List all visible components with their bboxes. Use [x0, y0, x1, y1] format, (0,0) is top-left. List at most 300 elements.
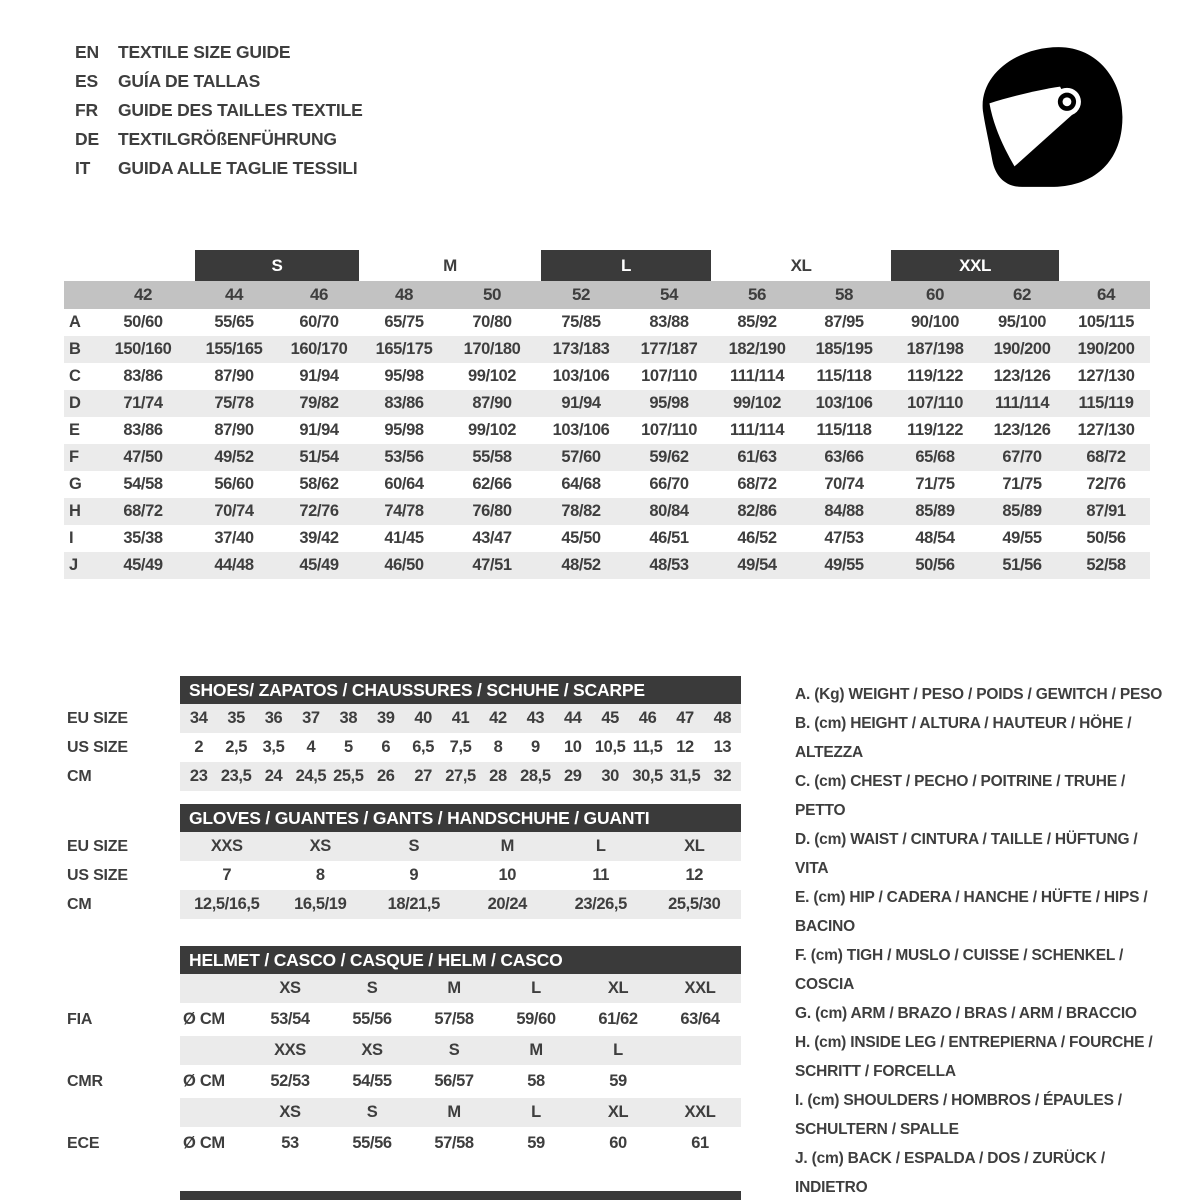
row-us-size [67, 861, 741, 890]
cell: 85/89 [982, 498, 1062, 525]
cell: 173/183 [538, 336, 624, 363]
cell: XXS [210, 837, 243, 855]
cell: L [531, 1103, 541, 1121]
cell: 105/115 [1078, 313, 1135, 331]
col-62: 62 [982, 281, 1062, 309]
lang-code: EN [75, 42, 99, 62]
size-band-xxl: XXL [891, 250, 1059, 281]
cell: 30 [601, 767, 619, 785]
cell: 29 [563, 767, 582, 785]
strip-label: FIA [67, 1010, 93, 1028]
cell [659, 1041, 741, 1060]
cell: 53/56 [362, 444, 446, 471]
size-row-d [64, 390, 1150, 417]
cell: S [366, 1103, 378, 1121]
cell: XXS [274, 1041, 306, 1059]
cell: 82/86 [714, 498, 800, 525]
cell: 53/54 [270, 1010, 310, 1028]
cell: 57/58 [434, 1134, 474, 1152]
cell: M [529, 1041, 543, 1059]
lang-title: GUÍA DE TALLAS [118, 71, 261, 91]
values-row [180, 709, 741, 728]
lang-code: FR [75, 100, 98, 120]
racing-helmet-icon [975, 36, 1127, 198]
cell: 90/100 [911, 313, 960, 331]
size-band-xl: XL [790, 256, 812, 275]
cell: 91/94 [299, 367, 339, 385]
cell: 35 [227, 709, 245, 727]
cell: 49/55 [1002, 529, 1042, 547]
cell: 87/90 [446, 390, 538, 417]
cell: 51/54 [276, 444, 362, 471]
size-band-m: M [443, 256, 457, 275]
row-fia [67, 1003, 741, 1036]
cell: 6,5 [412, 738, 435, 756]
cell: 91/94 [299, 421, 339, 439]
cell: 127/130 [1077, 421, 1135, 439]
cell: 55/56 [352, 1134, 392, 1152]
cell: 2 [194, 738, 204, 756]
lang-line-en [75, 38, 363, 67]
cell: 11,5 [632, 738, 663, 756]
cell: M [447, 979, 461, 997]
cell: 54/58 [123, 475, 163, 493]
cell: 95/98 [384, 421, 424, 439]
values-row [249, 1041, 741, 1060]
lang-code: IT [75, 158, 91, 178]
cell: 190/200 [1062, 336, 1150, 363]
cell: 36 [264, 709, 283, 727]
row-label-f: F [64, 444, 94, 471]
cell: 47/50 [94, 444, 192, 471]
cell: 55/56 [352, 1010, 392, 1028]
cell: 25,5 [333, 767, 364, 785]
cell: XL [684, 837, 705, 855]
size-row-i [64, 525, 1150, 552]
strip-label: US SIZE [67, 738, 128, 756]
col-58: 58 [800, 281, 888, 309]
values-row [249, 1010, 741, 1029]
col-50: 50 [446, 281, 538, 309]
values-row [180, 895, 741, 914]
cell: XXL [684, 1103, 716, 1121]
lang-code: ES [75, 71, 98, 91]
cell: 103/106 [800, 390, 888, 417]
cell: 107/110 [641, 421, 697, 439]
unit-label: Ø CM [183, 1072, 225, 1090]
textile-size-table [64, 250, 1150, 579]
cell: 46/51 [649, 529, 689, 547]
cell: 10 [498, 866, 517, 884]
cell: 79/82 [276, 390, 362, 417]
values-row [249, 1134, 741, 1153]
row-label-j: J [64, 552, 94, 579]
cell: 83/86 [362, 390, 446, 417]
cell: L [531, 979, 541, 997]
cell: 85/92 [737, 313, 777, 331]
cell: 41/45 [384, 529, 424, 547]
size-band-row [64, 250, 1150, 281]
cell: 60 [609, 1134, 627, 1152]
cell: 11 [592, 866, 610, 884]
size-row-c [64, 363, 1150, 390]
cell: M [500, 837, 514, 855]
cell: 95/100 [998, 313, 1047, 331]
cell: 60/64 [384, 475, 424, 493]
cell: 10,5 [594, 738, 626, 756]
measurement-legend [795, 680, 1173, 1202]
size-band-l: L [541, 250, 711, 281]
gloves-section [67, 804, 741, 919]
cell: 45 [601, 709, 619, 727]
cell: 74/78 [362, 498, 446, 525]
cell: 83/88 [649, 313, 689, 331]
cell: 43/47 [472, 529, 512, 547]
spacer [1062, 250, 1150, 281]
cell: 5 [343, 738, 353, 756]
strip-label: CMR [67, 1072, 103, 1090]
cell: 48 [713, 709, 732, 727]
cell: 24,5 [295, 767, 327, 785]
cell: 70/80 [472, 313, 512, 331]
cell: 46/50 [362, 552, 446, 579]
unit-label: Ø CM [183, 1010, 225, 1028]
col-60: 60 [888, 281, 982, 309]
cell: 39/42 [299, 529, 339, 547]
cell: 37/40 [214, 529, 254, 547]
cell: 3,5 [262, 738, 285, 756]
row-ece [67, 1127, 741, 1160]
cell: 103/106 [552, 421, 610, 439]
cell: 66/70 [649, 475, 689, 493]
cell: 55/58 [446, 444, 538, 471]
cell: 39 [376, 709, 395, 727]
cell: 49/52 [192, 444, 276, 471]
cell: 67/70 [982, 444, 1062, 471]
row-sizes [180, 1036, 741, 1065]
cell: 187/198 [888, 336, 982, 363]
cell: 18/21,5 [387, 895, 440, 913]
lang-title: TEXTILGRÖßENFÜHRUNG [118, 129, 337, 149]
values-row [249, 1103, 741, 1122]
cell: 107/110 [888, 390, 982, 417]
cell: 28 [489, 767, 507, 785]
cell: 52/58 [1062, 552, 1150, 579]
cell: 99/102 [467, 367, 517, 385]
cell: 119/122 [907, 421, 964, 439]
lang-line-it [75, 154, 363, 183]
strip-label: CM [67, 767, 92, 785]
cell: 45/49 [94, 552, 192, 579]
cell: S [366, 979, 378, 997]
legend-item-j: J. (cm) BACK / ESPALDA / DOS / ZURÜCK / INDIETRO [795, 1150, 1105, 1196]
size-table [64, 250, 1150, 579]
cell: 68/72 [1062, 444, 1150, 471]
cell: 61/63 [714, 444, 800, 471]
cell: XS [361, 1041, 383, 1059]
cell: 71/75 [1002, 475, 1042, 493]
cell: 7 [222, 866, 232, 884]
cell: 185/195 [800, 336, 888, 363]
gloves-title: GLOVES / GUANTES / GANTS / HANDSCHUHE / GUANTI [180, 804, 741, 832]
cell: 150/160 [94, 336, 192, 363]
cell: 99/102 [714, 390, 800, 417]
row-label-h: H [64, 498, 94, 525]
legend-item-e: E. (cm) HIP / CADERA / HANCHE / HÜFTE / HIPS / BACINO [795, 889, 1148, 935]
cell: 68/72 [94, 498, 192, 525]
cell: 47 [676, 709, 694, 727]
cell: 68/72 [737, 475, 777, 493]
cell: 59 [609, 1072, 627, 1090]
cell: 59/62 [624, 444, 714, 471]
cell: 20/24 [487, 895, 527, 913]
spacer [64, 250, 94, 281]
cell: 42 [489, 709, 507, 727]
band-cell [714, 250, 888, 281]
row-label-b: B [64, 336, 94, 363]
lang-title: TEXTILE SIZE GUIDE [118, 42, 291, 62]
legend-item-a: A. (Kg) WEIGHT / PESO / POIDS / GEWITCH / PESO [795, 686, 1163, 703]
cell: 12 [685, 866, 704, 884]
cell: 70/74 [192, 498, 276, 525]
cell: 10 [563, 738, 582, 756]
cell: 25,5/30 [668, 895, 721, 913]
strip-label: US SIZE [67, 866, 128, 884]
col-54: 54 [624, 281, 714, 309]
cell: 52/53 [270, 1072, 310, 1090]
cell: 182/190 [714, 336, 800, 363]
cell: 13 [713, 738, 732, 756]
cell [659, 1072, 741, 1091]
cell: 43 [526, 709, 545, 727]
cell: 111/114 [729, 421, 785, 439]
row-sizes [180, 974, 741, 1003]
helmet-title: HELMET / CASCO / CASQUE / HELM / CASCO [180, 946, 741, 974]
band-cell [362, 250, 538, 281]
cell: 50/56 [1086, 529, 1126, 547]
band-cell [192, 250, 362, 281]
cell: 50/56 [888, 552, 982, 579]
cell: 48/54 [915, 529, 955, 547]
size-row-h [64, 498, 1150, 525]
cell: 23 [189, 767, 208, 785]
cell: 44/48 [192, 552, 276, 579]
values-row [180, 738, 741, 757]
cell: L [595, 837, 606, 855]
cell: 12,5/16,5 [194, 895, 260, 913]
cell: 72/76 [1086, 475, 1126, 493]
cell: 7,5 [449, 738, 472, 756]
col-42: 42 [94, 281, 192, 309]
cell: 45/49 [276, 552, 362, 579]
cell: 16,5/19 [294, 895, 347, 913]
cell: 190/200 [982, 336, 1062, 363]
cell: 48/53 [624, 552, 714, 579]
cell: 45/50 [561, 529, 601, 547]
values-row [249, 1072, 741, 1091]
lang-title: GUIDA ALLE TAGLIE TESSILI [118, 158, 358, 178]
cell: 59/60 [516, 1010, 556, 1028]
cell: 71/74 [94, 390, 192, 417]
row-label-i: I [69, 529, 74, 547]
lang-line-fr [75, 96, 363, 125]
size-row-j [64, 552, 1150, 579]
cell: S [408, 837, 420, 855]
cell: 65/75 [384, 313, 424, 331]
cell: 111/114 [982, 390, 1062, 417]
cell: 12 [676, 738, 694, 756]
row-label-a: A [69, 313, 81, 331]
cell: 58/62 [299, 475, 339, 493]
cell: 62/66 [472, 475, 512, 493]
row-us-size [67, 733, 741, 762]
cell: 56/60 [214, 475, 254, 493]
legend-item-i: I. (cm) SHOULDERS / HOMBROS / ÉPAULES / SCHULTERN / SPALLE [795, 1092, 1122, 1138]
cell: 2,5 [225, 738, 247, 756]
cell: 23/26,5 [574, 895, 627, 913]
cell: 64/68 [561, 475, 601, 493]
cell: 8 [315, 866, 325, 884]
cell: 60/70 [299, 313, 339, 331]
cell: 103/106 [552, 367, 610, 385]
cell: 87/91 [1062, 498, 1150, 525]
col-44: 44 [192, 281, 276, 309]
cell: 115/119 [1062, 390, 1150, 417]
cell: XS [279, 1103, 301, 1121]
cell: 123/126 [993, 421, 1051, 439]
row-cm [67, 762, 741, 791]
row-label-g: G [69, 475, 82, 493]
cell: XL [607, 979, 629, 997]
cell: 41 [451, 709, 470, 727]
row-eu-size [67, 704, 741, 733]
lang-code: DE [75, 129, 99, 149]
cell: 57/58 [434, 1010, 474, 1028]
col-48: 48 [362, 281, 446, 309]
band-cell [538, 250, 714, 281]
size-row-g [64, 471, 1150, 498]
cell: 160/170 [276, 336, 362, 363]
row-label-e: E [69, 421, 80, 439]
cell: 61 [691, 1134, 709, 1152]
legend-item-b: B. (cm) HEIGHT / ALTURA / HAUTEUR / HÖHE / ALTEZZA [795, 715, 1132, 761]
cell: 95/98 [384, 367, 424, 385]
strip-label: ECE [67, 1134, 100, 1152]
cell: L [613, 1041, 623, 1059]
row-cm [67, 890, 741, 919]
cell: 27,5 [445, 767, 476, 785]
cell: 24 [264, 767, 283, 785]
cell: 71/75 [915, 475, 955, 493]
cell: 165/175 [362, 336, 446, 363]
cell: 119/122 [907, 367, 964, 385]
shoes-section [67, 676, 741, 791]
cell: 4 [306, 738, 316, 756]
cell: 35/38 [123, 529, 163, 547]
cell: 9 [530, 738, 540, 756]
cell: 80/84 [624, 498, 714, 525]
row-sizes [180, 1098, 741, 1127]
cell: 70/74 [824, 475, 864, 493]
cell: 75/78 [192, 390, 276, 417]
col-64: 64 [1062, 281, 1150, 309]
cell: 48/52 [538, 552, 624, 579]
cell: 44 [563, 709, 582, 727]
row-label-c: C [69, 367, 81, 385]
cell: 76/80 [446, 498, 538, 525]
cell: 61/62 [598, 1010, 638, 1028]
values-row [180, 837, 741, 856]
bottom-bar [180, 1191, 741, 1200]
spacer [94, 250, 192, 281]
cell: 123/126 [993, 367, 1051, 385]
cell: 9 [409, 866, 419, 884]
cell: 59 [527, 1134, 545, 1152]
cell: 49/55 [800, 552, 888, 579]
cell: 107/110 [641, 367, 697, 385]
cell: 8 [493, 738, 503, 756]
size-row-a [64, 309, 1150, 336]
values-row [180, 767, 741, 786]
cell: XL [607, 1103, 629, 1121]
cell: 28,5 [520, 767, 551, 785]
language-title-block [75, 38, 363, 183]
cell: 99/102 [467, 421, 517, 439]
cell: XXL [684, 979, 716, 997]
strip-label: CM [67, 895, 92, 913]
cell: 30,5 [632, 767, 663, 785]
cell: 23,5 [220, 767, 252, 785]
size-header-row [64, 281, 1150, 309]
cell: 83/86 [123, 421, 163, 439]
legend-item-f: F. (cm) TIGH / MUSLO / CUISSE / SCHENKEL / COSCIA [795, 947, 1124, 993]
cell: 65/68 [888, 444, 982, 471]
col-46: 46 [276, 281, 362, 309]
cell: 31,5 [669, 767, 701, 785]
values-row [180, 866, 741, 885]
legend-item-d: D. (cm) WAIST / CINTURA / TAILLE / HÜFTUNG / VITA [795, 831, 1138, 877]
cell: 91/94 [538, 390, 624, 417]
cell: 58 [527, 1072, 545, 1090]
cell: S [448, 1041, 460, 1059]
unit-label: Ø CM [183, 1134, 225, 1152]
cell: 87/90 [214, 367, 254, 385]
size-band-s: S [195, 250, 359, 281]
cell: 26 [376, 767, 395, 785]
size-row-b [64, 336, 1150, 363]
cell: 51/56 [982, 552, 1062, 579]
values-row [249, 979, 741, 998]
row-eu-size [67, 832, 741, 861]
col-52: 52 [538, 281, 624, 309]
cell: 155/165 [192, 336, 276, 363]
cell: 53 [281, 1134, 299, 1152]
row-cmr [67, 1065, 741, 1098]
cell: 111/114 [729, 367, 785, 385]
cell: 57/60 [538, 444, 624, 471]
corner-cell [64, 281, 94, 309]
cell: XS [309, 837, 331, 855]
cell: 47/51 [446, 552, 538, 579]
cell: 170/180 [446, 336, 538, 363]
lang-line-es [75, 67, 363, 96]
cell: XS [279, 979, 301, 997]
cell: 46/52 [737, 529, 777, 547]
cell: 6 [381, 738, 391, 756]
strip-label: EU SIZE [67, 709, 128, 727]
cell: 87/95 [824, 313, 864, 331]
cell: 115/118 [816, 421, 872, 439]
